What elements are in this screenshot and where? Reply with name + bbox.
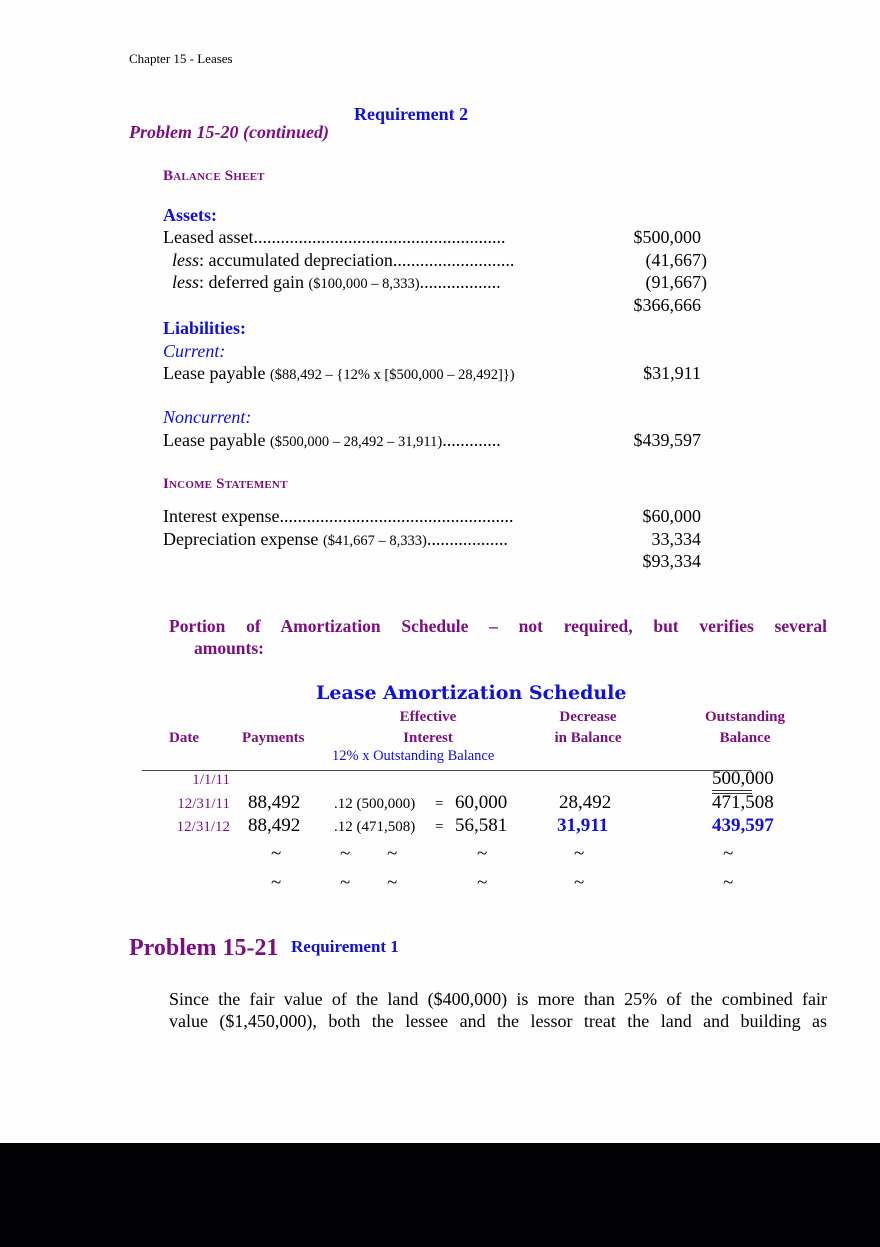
balance-sheet-heading: Balance Sheet bbox=[163, 168, 265, 184]
row-2-balance: 439,597 bbox=[712, 815, 774, 836]
noncurrent-label: Noncurrent: bbox=[163, 407, 252, 427]
line-label: Lease payable bbox=[163, 363, 270, 383]
line-detail: ($88,492 – {12% x [$500,000 – 28,492]}) bbox=[269, 367, 515, 383]
current-lease-payable-amount: $31,911 bbox=[643, 363, 701, 383]
col-balance-line1: Outstanding bbox=[704, 709, 786, 725]
continuation-mark: ~ bbox=[340, 872, 351, 893]
leased-asset-amount: $500,000 bbox=[633, 227, 701, 247]
dot-leader: .................. bbox=[426, 529, 508, 549]
col-date: Date bbox=[169, 730, 199, 746]
noncurrent-lease-payable-amount: $439,597 bbox=[633, 430, 701, 450]
line-label: : accumulated depreciation bbox=[199, 250, 393, 270]
row-1-date: 12/31/11 bbox=[177, 796, 230, 812]
assets-total: $366,666 bbox=[633, 295, 701, 315]
col-balance-line2: Balance bbox=[719, 730, 771, 746]
line-label: Leased asset bbox=[163, 227, 254, 247]
row-0-balance: 500,000 bbox=[712, 768, 774, 789]
row-2-decrease: 31,911 bbox=[557, 815, 609, 836]
row-1-payment: 88,492 bbox=[248, 792, 301, 813]
continuation-mark: ~ bbox=[387, 872, 398, 893]
continuation-mark: ~ bbox=[574, 872, 585, 893]
continuation-mark: ~ bbox=[387, 843, 398, 864]
continuation-mark: ~ bbox=[723, 843, 734, 864]
line-detail: ($41,667 – 8,333) bbox=[322, 533, 427, 549]
col-interest-subtitle: 12% x Outstanding Balance bbox=[332, 748, 495, 764]
line-label: Depreciation expense bbox=[163, 529, 323, 549]
row-2-interest: 56,581 bbox=[455, 815, 508, 836]
interest-expense-amount: $60,000 bbox=[642, 506, 701, 526]
line-detail: ($100,000 – 8,333) bbox=[308, 276, 420, 292]
double-underline-top bbox=[712, 790, 752, 791]
requirement-2-heading: Requirement 2 bbox=[354, 104, 469, 124]
line-label: Interest expense bbox=[163, 506, 280, 526]
row-1-equals: = bbox=[435, 796, 444, 812]
table-header-rule bbox=[142, 770, 752, 771]
continuation-mark: ~ bbox=[477, 872, 488, 893]
dot-leader: ........................................................ bbox=[253, 227, 506, 247]
row-1-decrease: 28,492 bbox=[559, 792, 612, 813]
depreciation-expense-amount: 33,334 bbox=[651, 529, 701, 549]
paragraph-line-2: value ($1,450,000), both the lessee and the lessor treat the land and building as bbox=[169, 1011, 827, 1031]
col-interest-line2: Interest bbox=[403, 730, 453, 746]
problem-15-20-title: Problem 15-20 (continued) bbox=[129, 122, 329, 142]
noncurrent-lease-payable-line bbox=[163, 430, 501, 451]
continuation-mark: ~ bbox=[723, 872, 734, 893]
less-prefix: less bbox=[172, 250, 199, 270]
row-1-balance: 471,508 bbox=[712, 792, 774, 813]
continuation-mark: ~ bbox=[340, 843, 351, 864]
depreciation-expense-line bbox=[163, 529, 508, 550]
row-2-calc: .12 (471,508) bbox=[334, 819, 416, 835]
schedule-note: Portion of Amortization Schedule – not required, but verifies several bbox=[169, 616, 827, 636]
col-payments: Payments bbox=[242, 730, 305, 746]
liabilities-label: Liabilities: bbox=[163, 318, 247, 338]
income-statement-total: $93,334 bbox=[642, 551, 701, 571]
row-0-date: 1/1/11 bbox=[192, 772, 230, 788]
current-label: Current: bbox=[163, 341, 226, 361]
assets-label: Assets: bbox=[163, 205, 217, 225]
schedule-title: Lease Amortization Schedule bbox=[316, 682, 627, 704]
accumulated-depreciation-line bbox=[172, 250, 514, 271]
col-interest-line1: Effective bbox=[399, 709, 457, 725]
dot-leader: .................. bbox=[419, 272, 501, 292]
black-footer-band bbox=[0, 1143, 880, 1247]
less-prefix: less bbox=[172, 272, 199, 292]
continuation-mark: ~ bbox=[477, 843, 488, 864]
continuation-mark: ~ bbox=[574, 843, 585, 864]
dot-leader: .................................................... bbox=[279, 506, 514, 526]
schedule-note-continued: amounts: bbox=[194, 638, 265, 658]
line-label: Lease payable bbox=[163, 430, 270, 450]
dot-leader: ........................... bbox=[392, 250, 515, 270]
deferred-gain-amount: (91,667) bbox=[645, 272, 707, 292]
income-statement-heading: Income Statement bbox=[163, 476, 288, 492]
leased-asset-line bbox=[163, 227, 505, 248]
paragraph-line-1: Since the fair value of the land ($400,000) is more than 25% of the combined fair bbox=[169, 989, 827, 1009]
continuation-mark: ~ bbox=[271, 843, 282, 864]
continuation-mark: ~ bbox=[271, 872, 282, 893]
row-2-payment: 88,492 bbox=[248, 815, 301, 836]
row-1-calc: .12 (500,000) bbox=[334, 796, 416, 812]
deferred-gain-line bbox=[172, 272, 501, 293]
accumulated-depreciation-amount: (41,667) bbox=[645, 250, 707, 270]
row-2-date: 12/31/12 bbox=[176, 819, 230, 835]
col-decrease-line1: Decrease bbox=[559, 709, 617, 725]
col-decrease-line2: in Balance bbox=[554, 730, 622, 746]
line-detail: ($500,000 – 28,492 – 31,911) bbox=[269, 434, 443, 450]
interest-expense-line bbox=[163, 506, 513, 527]
row-1-interest: 60,000 bbox=[455, 792, 508, 813]
running-header: Chapter 15 - Leases bbox=[129, 51, 233, 66]
requirement-1-heading: Requirement 1 bbox=[291, 937, 399, 956]
current-lease-payable-line bbox=[163, 363, 515, 384]
dot-leader: ............. bbox=[442, 430, 501, 450]
row-2-equals: = bbox=[435, 819, 444, 835]
problem-15-21-title: Problem 15-21 bbox=[129, 935, 279, 961]
line-label: : deferred gain bbox=[199, 272, 309, 292]
